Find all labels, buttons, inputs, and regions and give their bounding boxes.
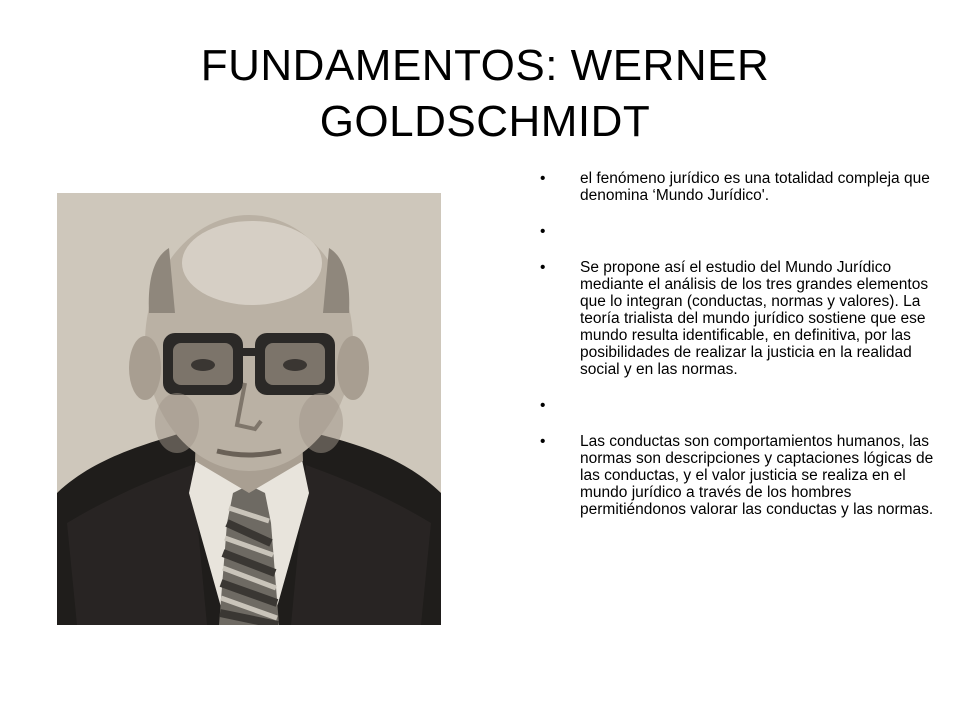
bullet-marker: • bbox=[540, 433, 546, 450]
list-item bbox=[540, 170, 955, 204]
bullet-list bbox=[540, 170, 955, 537]
bullet-text: Las conductas son comportamientos humanos, las normas son descripciones y captaciones lógicas de las conductas, y el valor justicia se realiza en el mundo jurídico a través de los hombres permitiéndonos valorar las conductas y las normas. bbox=[580, 433, 934, 518]
bullet-text: el fenómeno jurídico es una totalidad compleja que denomina ‘Mundo Jurídico'. bbox=[580, 170, 930, 204]
portrait-illustration bbox=[57, 193, 441, 625]
list-item bbox=[540, 223, 955, 240]
list-item bbox=[540, 259, 955, 378]
list-item bbox=[540, 397, 955, 414]
portrait-photo bbox=[57, 193, 441, 625]
bullet-marker: • bbox=[540, 259, 546, 276]
list-item bbox=[540, 433, 955, 518]
bullet-marker: • bbox=[540, 170, 546, 187]
bullet-marker: • bbox=[540, 397, 546, 414]
slide-title: FUNDAMENTOS: WERNER GOLDSCHMIDT bbox=[200, 41, 770, 146]
bullet-marker: • bbox=[540, 223, 546, 240]
bullet-text: Se propone así el estudio del Mundo Jurídico mediante el análisis de los tres grandes elementos que lo integran (conductas, normas y valores). La teoría trialista del mundo jurídico sostiene que ese mundo resulta identificable, en definitiva, por las posibilidades de realizar la justicia en la realidad social y en las normas. bbox=[580, 259, 929, 378]
